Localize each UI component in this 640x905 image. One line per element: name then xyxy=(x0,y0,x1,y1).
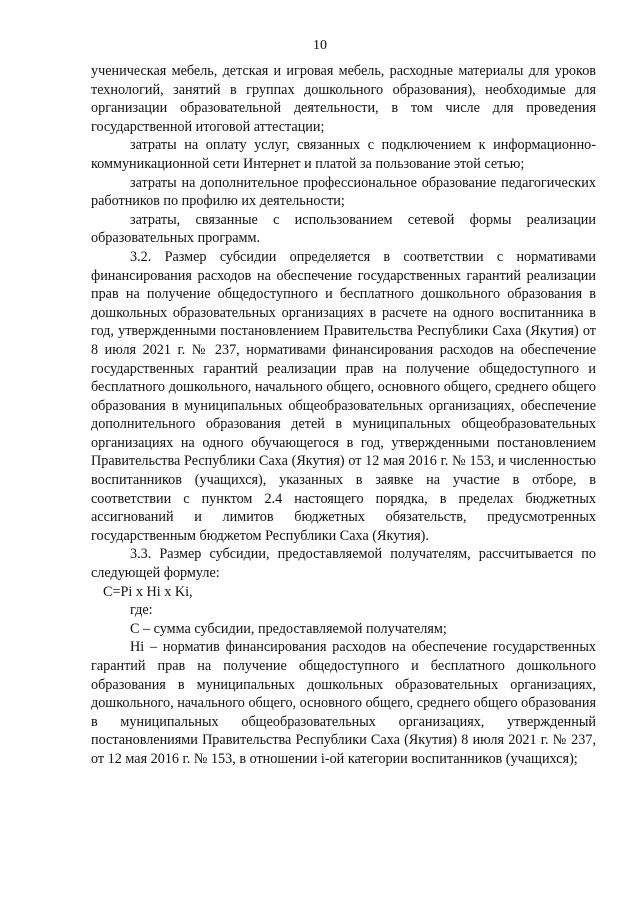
paragraph-section-3-3: 3.3. Размер субсидии, предоставляемой получателям, рассчитывается по следующей формуле: xyxy=(91,546,596,582)
paragraph-professional-education: затраты на дополнительное профессиональное образование педагогических работников по профилю их деятельности; xyxy=(91,174,596,210)
paragraph-internet-costs: затраты на оплату услуг, связанных с подключением к информационно-коммуникационной сети Интернет и платой за пользование этой сетью; xyxy=(91,137,596,172)
subsidy-formula: C=Pi x Hi x Ki, xyxy=(103,583,193,600)
paragraph-network-programs: затраты, связанные с использованием сетевой формы реализации образовательных программ. xyxy=(91,211,596,247)
paragraph-hi-definition: Hi – норматив финансирования расходов на обеспечение государственных гарантий прав на получение общедоступного и бесплатного дошкольного образования в муниципальных дошкольных образовательных организациях, дошкольного, начального общего, основного общего, среднего общего образования в муниципальных общеобразовательных организациях, утвержденный постановлениями Правительства Республики Саха (Якутия) 8 июля 2021 г. № 237, от 12 мая 2016 г. № 153, в отношении i-ой категории воспитанников (учащихся); xyxy=(91,639,596,767)
document-body xyxy=(91,62,596,769)
paragraph-furniture-list: ученическая мебель, детская и игровая мебель, расходные материалы для уроков технологий, занятий в группах дошкольного образования), необходимые для организации образовательной деятельности, в том числе для проведения государственной итоговой аттестации; xyxy=(91,63,596,135)
paragraph-section-3-2: 3.2. Размер субсидии определяется в соответствии с нормативами финансирования расходов на обеспечение государственных гарантий реализации прав на получение общедоступного и бесплатного дошкольного образования в дошкольных образовательных организациях в расчете на одного воспитанника в год, утвержденными постановлением Правительства Республики Саха (Якутия) от 8 июля 2021 г. № 237, нормативами финансирования расходов на обеспечение государственных гарантий реализации прав на получение общедоступного и бесплатного дошкольного, начального общего, основного общего, среднего общего образования в муниципальных общеобразовательных организациях, обеспечение дополнительного образования детей в муниципальных общеобразовательных организациях на одного обучающегося в год, утвержденными постановлением Правительства Республики Саха (Якутия) от 12 мая 2016 г. № 153, и численностью воспитанников (учащихся), указанных в заявке на участие в отборе, в соответствии с пунктом 2.4 настоящего порядка, в пределах бюджетных ассигнований и лимитов бюджетных обязательств, предусмотренных государственным бюджетом Республики Саха (Якутия). xyxy=(91,248,596,544)
paragraph-where: где: xyxy=(130,602,153,619)
paragraph-c-definition: C – сумма субсидии, предоставляемой получателям; xyxy=(130,620,447,637)
page-number: 10 xyxy=(313,38,327,53)
